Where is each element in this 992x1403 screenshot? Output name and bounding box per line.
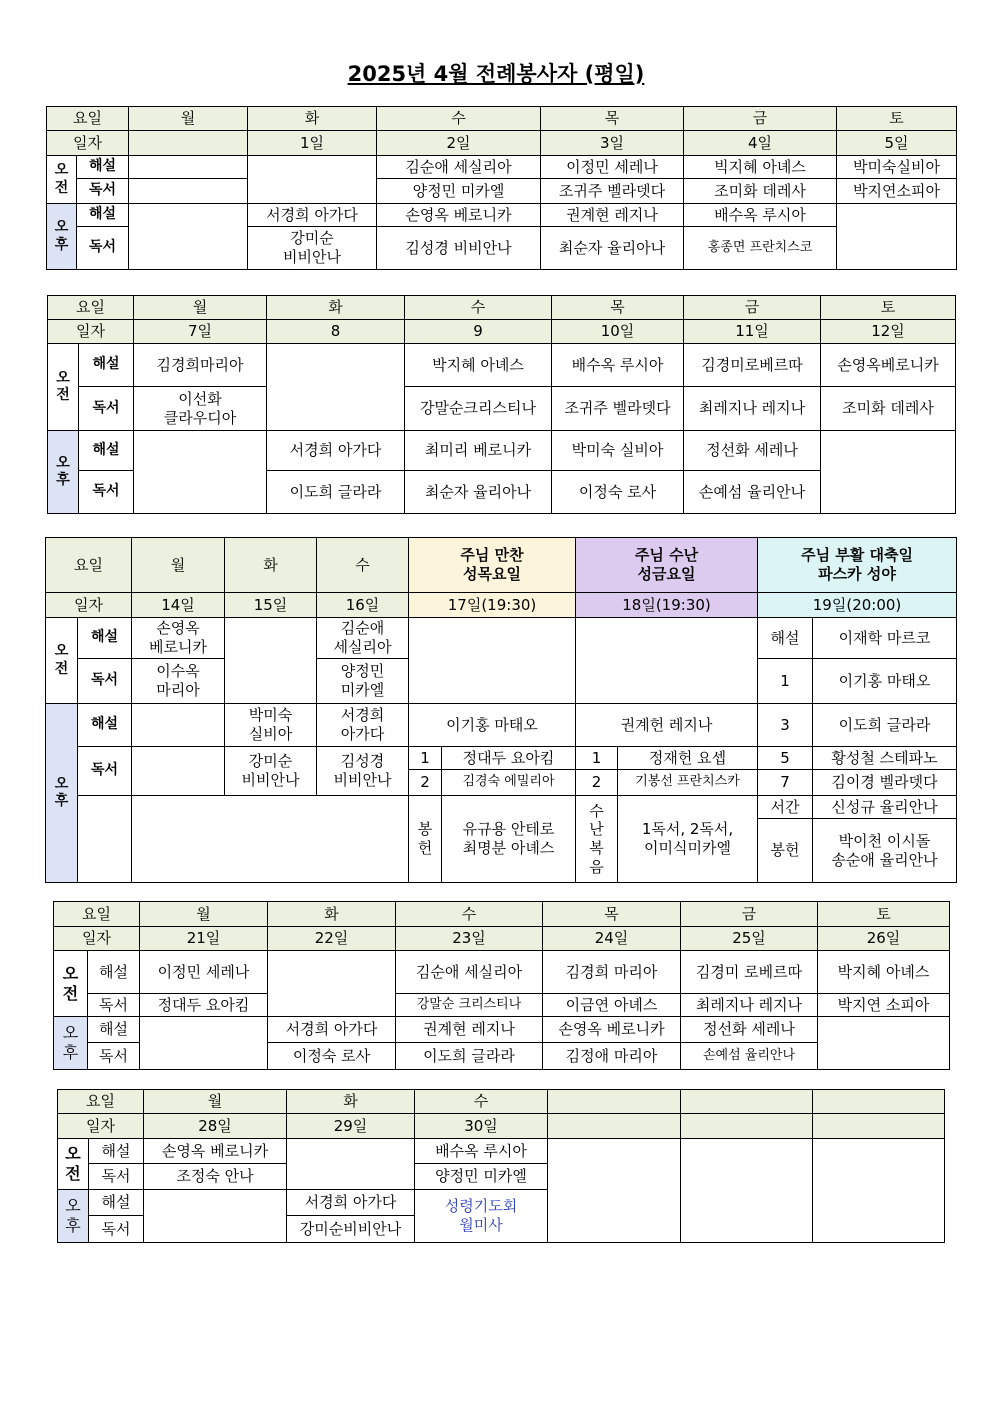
- cell: 이금연 아녜스: [543, 994, 681, 1017]
- date: 12일: [821, 320, 956, 344]
- cell: 양정민 미카엘: [415, 1164, 548, 1190]
- cell: 정선화 세레나: [681, 1017, 818, 1043]
- comm-label: 해설: [79, 344, 134, 387]
- empty-cell: [548, 1139, 681, 1243]
- empty-cell: [548, 1114, 681, 1139]
- pm-label: 오 후: [48, 431, 79, 514]
- date: 23일: [396, 927, 543, 951]
- cell: 김경희 마리아: [543, 951, 681, 994]
- comm-label: 해설: [77, 204, 129, 227]
- role: 봉헌: [758, 819, 813, 883]
- cell: 기봉선 프란치스카: [618, 770, 758, 796]
- cell: 박미숙 실비아: [225, 704, 317, 747]
- am-label: 오 전: [58, 1139, 89, 1190]
- pm-label: 오 후: [47, 204, 77, 270]
- date: 9: [405, 320, 552, 344]
- dow: 금: [684, 296, 821, 320]
- cell: [129, 156, 248, 179]
- role: 1: [409, 747, 442, 770]
- comm-label: 해설: [78, 704, 132, 747]
- cell: 정선화 세레나: [684, 431, 821, 471]
- empty-cell: [129, 204, 248, 270]
- empty-cell: [225, 618, 317, 704]
- date: 28일: [144, 1114, 287, 1139]
- cell: 김순애 세실리아: [396, 951, 543, 994]
- date: 30일: [415, 1114, 548, 1139]
- comm-label: 해설: [77, 156, 129, 179]
- pm-label: 오 후: [46, 704, 78, 883]
- role: 해설: [758, 618, 813, 659]
- cell: 김경희마리아: [134, 344, 267, 387]
- cell: 조미화 데레사: [684, 179, 837, 204]
- date: 29일: [287, 1114, 415, 1139]
- date: 1일: [248, 131, 377, 156]
- empty-cell: [78, 796, 132, 883]
- dow: 수: [377, 107, 541, 131]
- date: 8: [267, 320, 405, 344]
- cell: 권계현 레지나: [396, 1017, 543, 1043]
- cell: 빅지혜 아녜스: [684, 156, 837, 179]
- cell: 이정숙 로사: [268, 1043, 396, 1070]
- pm-label: 오 후: [58, 1190, 89, 1243]
- empty-cell: [267, 344, 405, 431]
- date: 19일(20:00): [758, 593, 957, 618]
- dow: 월: [129, 107, 248, 131]
- date: 15일: [225, 593, 317, 618]
- empty-cell: [813, 1090, 945, 1114]
- cell: 최레지나 레지나: [684, 387, 821, 431]
- comm-label: 해설: [89, 1190, 144, 1216]
- date: 2일: [377, 131, 541, 156]
- comm-label: 해설: [88, 1017, 140, 1043]
- read-label: 독서: [88, 1043, 140, 1070]
- cell: 이정민 세레나: [541, 156, 684, 179]
- am-label: 오 전: [46, 618, 78, 704]
- yoil-label: 요일: [48, 296, 134, 320]
- cell: 박미숙 실비아: [552, 431, 684, 471]
- dow: 목: [541, 107, 684, 131]
- dow: 금: [681, 902, 818, 927]
- yoil-label: 요일: [47, 107, 129, 131]
- empty-cell: [681, 1090, 813, 1114]
- cell: 1독서, 2독서, 이미식미카엘: [618, 796, 758, 883]
- cell: 정대두 요아킴: [442, 747, 576, 770]
- date: 11일: [684, 320, 821, 344]
- cell: 강미순비비안나: [287, 1216, 415, 1243]
- cell: 강미순 비비안나: [225, 747, 317, 796]
- date: 10일: [552, 320, 684, 344]
- yoil-label: 요일: [58, 1090, 144, 1114]
- date: 16일: [317, 593, 409, 618]
- cell: 이도희 글라라: [267, 471, 405, 514]
- week3-table: [45, 537, 957, 883]
- cell: [129, 179, 248, 204]
- empty-cell: [144, 1190, 287, 1243]
- am-label: 오 전: [47, 156, 77, 204]
- easter-vigil-title: 주님 부활 대축일 파스카 성야: [758, 538, 957, 593]
- cell: 유규용 안테로 최명분 아녜스: [442, 796, 576, 883]
- role: 1: [576, 747, 618, 770]
- empty-cell: [132, 704, 225, 747]
- role: 5: [758, 747, 813, 770]
- ilja-label: 일자: [47, 131, 129, 156]
- role: 서간: [758, 796, 813, 819]
- cell: 박지연소피아: [837, 179, 957, 204]
- comm-label: 해설: [79, 431, 134, 471]
- read-label: 독서: [79, 387, 134, 431]
- comm-label: 해설: [88, 951, 140, 994]
- comm-label: 해설: [89, 1139, 144, 1164]
- read-label: 독서: [78, 659, 132, 704]
- dow: 목: [552, 296, 684, 320]
- cell: 이선화 클라우디아: [134, 387, 267, 431]
- week2-table: [47, 295, 956, 514]
- cell: 이기홍 마태오: [813, 659, 957, 704]
- holy-thursday-title: 주님 만찬 성목요일: [409, 538, 576, 593]
- empty-cell: [576, 618, 758, 704]
- empty-cell: [813, 1139, 945, 1243]
- ilja-label: 일자: [46, 593, 132, 618]
- cell: 손영옥 베로니카: [543, 1017, 681, 1043]
- cell: 서경희 아가다: [317, 704, 409, 747]
- read-label: 독서: [77, 179, 129, 204]
- dow: 월: [132, 538, 225, 593]
- comm-label: 해설: [78, 618, 132, 659]
- read-label: 독서: [88, 994, 140, 1017]
- am-label: 오 전: [54, 951, 88, 1017]
- date: 17일(19:30): [409, 593, 576, 618]
- week4-table: [53, 901, 950, 1070]
- ilja-label: 일자: [48, 320, 134, 344]
- dow: 화: [248, 107, 377, 131]
- cell: 박지혜 아녜스: [405, 344, 552, 387]
- role: 7: [758, 770, 813, 796]
- week5-table: [57, 1089, 945, 1243]
- empty-cell: [837, 204, 957, 270]
- page-title: 2025년 4월 전례봉사자 (평일): [347, 62, 645, 86]
- cell: 홍종면 프란치스코: [684, 227, 837, 270]
- cell: 황성철 스테파노: [813, 747, 957, 770]
- dow: 목: [543, 902, 681, 927]
- cell: 김성경 비비안나: [377, 227, 541, 270]
- empty-cell: [132, 747, 225, 796]
- cell: 정재헌 요셉: [618, 747, 758, 770]
- cell: 강미순 비비안나: [248, 227, 377, 270]
- cell: 배수옥 루시아: [684, 204, 837, 227]
- empty-cell: [548, 1090, 681, 1114]
- dow: 토: [837, 107, 957, 131]
- date: 3일: [541, 131, 684, 156]
- dow: 금: [684, 107, 837, 131]
- cell: 조귀주 벨라뎃다: [541, 179, 684, 204]
- cell: 권계현 레지나: [541, 204, 684, 227]
- cell: 배수옥 루시아: [415, 1139, 548, 1164]
- empty-cell: [287, 1139, 415, 1190]
- empty-cell: [681, 1139, 813, 1243]
- am-label: 오 전: [48, 344, 79, 431]
- empty-cell: [268, 951, 396, 1017]
- dow: 월: [140, 902, 268, 927]
- cell: 이도희 글라라: [813, 704, 957, 747]
- cell: 조정숙 안나: [144, 1164, 287, 1190]
- cell: 배수옥 루시아: [552, 344, 684, 387]
- empty-cell: [248, 156, 377, 204]
- read-label: 독서: [78, 747, 132, 796]
- cell: 양정민 미카엘: [377, 179, 541, 204]
- cell: 최레지나 레지나: [681, 994, 818, 1017]
- date: 21일: [140, 927, 268, 951]
- cell: 서경희 아가다: [267, 431, 405, 471]
- date: 4일: [684, 131, 837, 156]
- cell: 손예섬 율리안나: [681, 1043, 818, 1070]
- date: 5일: [837, 131, 957, 156]
- date: 18일(19:30): [576, 593, 758, 618]
- cell: 박이천 이시돌 송순애 율리안나: [813, 819, 957, 883]
- role: 3: [758, 704, 813, 747]
- date: 26일: [818, 927, 950, 951]
- dow: 수: [405, 296, 552, 320]
- cell: 손영옥 베로니카: [377, 204, 541, 227]
- yoil-label: 요일: [54, 902, 140, 927]
- role: 2: [576, 770, 618, 796]
- cell: 이재학 마르코: [813, 618, 957, 659]
- cell: 양정민 미카엘: [317, 659, 409, 704]
- special-mass-note: 성령기도회 월미사: [415, 1190, 548, 1243]
- read-label: 독서: [77, 227, 129, 270]
- role: 1: [758, 659, 813, 704]
- read-label: 독서: [79, 471, 134, 514]
- cell: 김경미 로베르따: [681, 951, 818, 994]
- week1-table: [46, 106, 957, 270]
- empty-cell: [409, 618, 576, 704]
- cell: 손영옥 베로니카: [132, 618, 225, 659]
- empty-cell: [818, 1017, 950, 1070]
- offertory-label: 봉 헌: [409, 796, 442, 883]
- cell: 이수옥 마리아: [132, 659, 225, 704]
- cell: 김정애 마리아: [543, 1043, 681, 1070]
- cell: 최순자 율리아나: [541, 227, 684, 270]
- cell: 권계헌 레지나: [576, 704, 758, 747]
- date: 7일: [134, 320, 267, 344]
- cell: 강말순크리스티나: [405, 387, 552, 431]
- cell: 이기홍 마태오: [409, 704, 576, 747]
- cell: 박지연 소피아: [818, 994, 950, 1017]
- cell: 손영옥 베로니카: [144, 1139, 287, 1164]
- date: 22일: [268, 927, 396, 951]
- date: 14일: [132, 593, 225, 618]
- ilja-label: 일자: [54, 927, 140, 951]
- dow: 수: [415, 1090, 548, 1114]
- cell: 김성경 비비안나: [317, 747, 409, 796]
- cell: 김순애 세실리아: [317, 618, 409, 659]
- dow: 수: [317, 538, 409, 593]
- dow: 수: [396, 902, 543, 927]
- cell: 이도희 글라라: [396, 1043, 543, 1070]
- date: 24일: [543, 927, 681, 951]
- cell: 이정민 세레나: [140, 951, 268, 994]
- cell: 서경희 아가다: [248, 204, 377, 227]
- cell: 김이경 벨라뎃다: [813, 770, 957, 796]
- cell: 강말순 크리스티나: [396, 994, 543, 1017]
- cell: 김경미로베르따: [684, 344, 821, 387]
- read-label: 독서: [89, 1164, 144, 1190]
- cell: 김경숙 에밀리아: [442, 770, 576, 796]
- cell: 신성규 율리안나: [813, 796, 957, 819]
- empty-cell: [140, 1017, 268, 1070]
- cell: 김순애 세실리아: [377, 156, 541, 179]
- cell: 손영옥베로니카: [821, 344, 956, 387]
- read-label: 독서: [89, 1216, 144, 1243]
- cell: 박미숙실비아: [837, 156, 957, 179]
- good-friday-title: 주님 수난 성금요일: [576, 538, 758, 593]
- dow: 화: [287, 1090, 415, 1114]
- ilja-label: 일자: [58, 1114, 144, 1139]
- empty-cell: [681, 1114, 813, 1139]
- cell: 정대두 요아킴: [140, 994, 268, 1017]
- empty-cell: [821, 431, 956, 514]
- cell: 서경희 아가다: [268, 1017, 396, 1043]
- pm-label: 오 후: [54, 1017, 88, 1070]
- dow: 토: [821, 296, 956, 320]
- cell: 조귀주 벨라뎃다: [552, 387, 684, 431]
- dow: 월: [144, 1090, 287, 1114]
- dow: 화: [225, 538, 317, 593]
- empty-cell: [132, 796, 409, 883]
- cell: 조미화 데레사: [821, 387, 956, 431]
- empty-cell: [813, 1114, 945, 1139]
- passion-label: 수 난 복 음: [576, 796, 618, 883]
- cell: 손예섬 율리안나: [684, 471, 821, 514]
- cell: 최미리 베로니카: [405, 431, 552, 471]
- role: 2: [409, 770, 442, 796]
- dow: 토: [818, 902, 950, 927]
- cell: 서경희 아가다: [287, 1190, 415, 1216]
- date: 25일: [681, 927, 818, 951]
- dow: 월: [134, 296, 267, 320]
- cell: 박지혜 아녜스: [818, 951, 950, 994]
- empty-cell: [134, 431, 267, 514]
- dow: 화: [267, 296, 405, 320]
- date: [129, 131, 248, 156]
- cell: 최순자 율리아나: [405, 471, 552, 514]
- yoil-label: 요일: [46, 538, 132, 593]
- dow: 화: [268, 902, 396, 927]
- cell: 이정숙 로사: [552, 471, 684, 514]
